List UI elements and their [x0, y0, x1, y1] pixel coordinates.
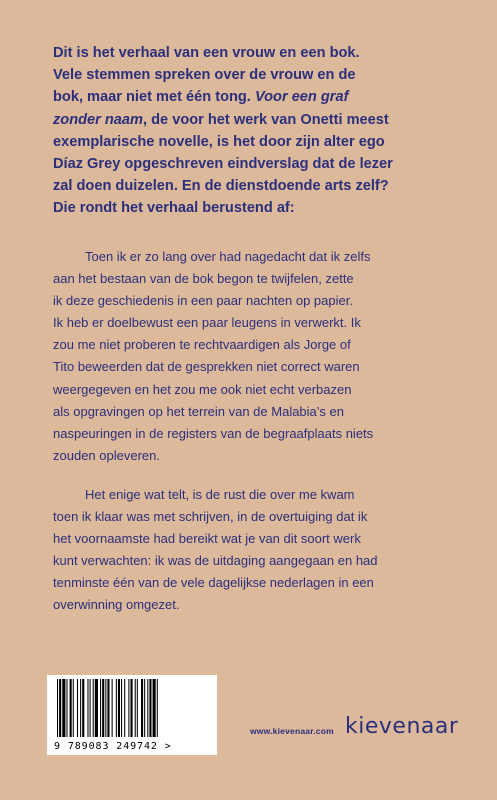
quote-line: toen ik klaar was met schrijven, in de overtuiging dat ik: [53, 509, 368, 525]
barcode-bar: [107, 679, 109, 737]
barcode-bar: [82, 679, 84, 737]
barcode-bar: [131, 679, 133, 737]
barcode-bar: [137, 679, 138, 737]
blurb-line: Díaz Grey opgeschreven eindverslag dat de lezer: [53, 156, 393, 173]
barcode-bar: [87, 679, 88, 737]
barcode-bar: [93, 679, 94, 737]
barcode-bar: [102, 679, 104, 737]
quote-line: zouden opleveren.: [53, 447, 160, 463]
blurb-line: Vele stemmen spreken over de vrouw en de: [53, 67, 356, 84]
barcode-bar: [105, 679, 106, 737]
barcode-bar: [112, 679, 113, 737]
barcode-bar: [124, 679, 125, 737]
quote-line: naspeuringen in de registers van de begraafplaats niets: [53, 425, 374, 441]
isbn-number: 9 789083 249742 >: [54, 741, 172, 752]
barcode-bar: [135, 679, 136, 737]
back-cover-blurb: [53, 42, 473, 220]
blurb-text: , de voor het werk van Onetti meest: [143, 111, 389, 128]
quote-line: Toen ik er zo lang over had nagedacht dat ik zelfs: [85, 249, 371, 264]
quote-line: zou me niet proberen te rechtvaardigen als Jorge of: [53, 337, 351, 353]
isbn-barcode: [47, 675, 217, 755]
barcode-bar: [118, 679, 120, 737]
blurb-line: Die rondt het verhaal berustend af:: [53, 200, 295, 217]
book-title-part2: zonder naam: [53, 111, 144, 128]
barcode-bar: [116, 679, 117, 737]
barcode-bar: [77, 679, 78, 737]
blurb-line: [53, 109, 473, 131]
quote-line: aan het bestaan van de bok begon te twijfelen, zette: [53, 271, 354, 287]
quote-line: Het enige wat telt, is de rust die over me kwam: [85, 486, 355, 502]
paragraph-gap: [53, 467, 473, 484]
quote-line: ik deze geschiedenis in een paar nachten op papier.: [53, 293, 353, 309]
barcode-bar: [144, 679, 145, 737]
blurb-text: bok, maar niet met één tong.: [53, 89, 251, 106]
barcode-bar: [66, 679, 67, 737]
barcode-bar: [128, 679, 129, 737]
quote-line: overwinning omgezet.: [53, 597, 180, 613]
barcode-bar: [80, 679, 81, 737]
quote-line: het voornaamste had bereikt wat je van dit soort werk: [53, 531, 361, 547]
barcode-bar: [153, 679, 156, 737]
barcode-bar: [141, 679, 143, 737]
quote-line: Ik heb er doelbewust een paar leugens in verwerkt. Ik: [53, 315, 361, 331]
barcode-bar: [147, 679, 148, 737]
barcode-bar: [149, 679, 151, 737]
barcode-bar: [73, 679, 74, 737]
barcode-bar: [100, 679, 101, 737]
blurb-line: [53, 86, 473, 108]
quote-line: Tito beweerden dat de gesprekken niet correct waren: [53, 359, 360, 375]
barcode-bar: [90, 679, 91, 737]
quote-excerpt: [53, 246, 473, 617]
quote-line: weergegeven en het zou me ook niet echt verbazen: [53, 381, 352, 397]
barcode-bar: [59, 679, 61, 737]
quote-line: als opgravingen op het terrein van de Malabia’s en: [53, 403, 345, 419]
publisher-website: www.kievenaar.com: [250, 726, 334, 736]
blurb-line: zal doen duizelen. En de dienstdoende arts zelf?: [53, 178, 389, 195]
barcode-bar: [57, 679, 58, 737]
quote-line: kunt verwachten: ik was de uitdaging aangegaan en had: [53, 553, 378, 569]
blurb-line: exemplarische novelle, is het door zijn alter ego: [53, 133, 385, 150]
book-title-part1: Voor een graf: [254, 89, 349, 106]
quote-line: tenminste één van de vele dagelijkse nederlagen in een: [53, 575, 374, 591]
barcode-bar: [95, 679, 98, 737]
publisher-logo: kievenaar: [345, 714, 459, 739]
barcode-bar: [157, 679, 158, 737]
barcode-bar: [121, 679, 122, 737]
barcode-bar: [62, 679, 65, 737]
blurb-line: Dit is het verhaal van een vrouw en een bok.: [53, 45, 360, 61]
barcode-bar: [70, 679, 72, 737]
